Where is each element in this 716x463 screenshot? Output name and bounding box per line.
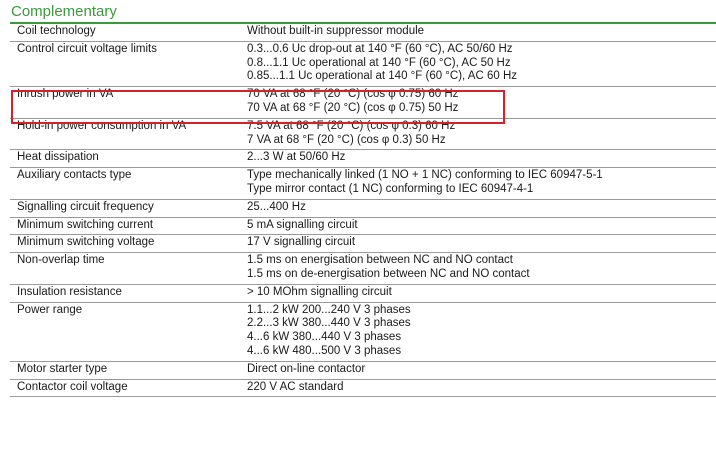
spec-value-line: 0.8...1.1 Uc operational at 140 °F (60 °C), AC 50 Hz [247,56,511,69]
spec-value [238,24,716,41]
spec-table [10,24,716,397]
spec-value [238,379,716,397]
spec-value [238,150,716,168]
spec-value-line: 70 VA at 68 °F (20 °C) (cos φ 0.75) 60 Hz [247,88,459,101]
spec-value-line: 1.5 ms on energisation between NC and NO contact [247,254,513,267]
spec-value [238,302,716,361]
spec-label: Minimum switching current [10,217,238,235]
spec-value-line: Type mechanically linked (1 NO + 1 NC) conforming to IEC 60947-5-1 [247,169,603,182]
spec-row [10,217,716,235]
spec-label: Contactor coil voltage [10,379,238,397]
spec-row [10,24,716,41]
spec-row [10,361,716,379]
spec-value [238,284,716,302]
spec-value-line: 4...6 kW 380...440 V 3 phases [247,331,402,344]
spec-value-line: 17 V signalling circuit [247,236,356,249]
spec-value-line: 220 V AC standard [247,380,344,393]
spec-row [10,253,716,285]
spec-label: Heat dissipation [10,150,238,168]
spec-value-line: 1.1...2 kW 200...240 V 3 phases [247,303,411,316]
spec-value-line: 70 VA at 68 °F (20 °C) (cos φ 0.75) 50 Hz [247,101,459,114]
spec-value [238,199,716,217]
spec-label: Signalling circuit frequency [10,199,238,217]
spec-value-line: 7 VA at 68 °F (20 °C) (cos φ 0.3) 50 Hz [247,133,446,146]
spec-label: Power range [10,302,238,361]
spec-value-line: 25...400 Hz [247,200,306,213]
spec-value [238,168,716,200]
spec-label: Control circuit voltage limits [10,41,238,86]
spec-value [238,253,716,285]
spec-row [10,379,716,397]
spec-value-line: 2...3 W at 50/60 Hz [247,151,346,164]
spec-row [10,235,716,253]
spec-label: Hold-in power consumption in VA [10,118,238,150]
spec-value-line: 7.5 VA at 68 °F (20 °C) (cos φ 0.3) 60 Hz [247,119,456,132]
spec-row [10,87,716,119]
spec-value-line: Direct on-line contactor [247,362,366,375]
section-title: Complementary [11,3,117,20]
spec-row [10,150,716,168]
spec-value [238,217,716,235]
spec-value [238,235,716,253]
spec-label: Motor starter type [10,361,238,379]
spec-row [10,302,716,361]
spec-label: Non-overlap time [10,253,238,285]
spec-row [10,41,716,86]
spec-value-line: Without built-in suppressor module [247,25,425,37]
spec-row [10,118,716,150]
spec-value-line: 0.85...1.1 Uc operational at 140 °F (60 °C), AC 60 Hz [247,70,518,83]
spec-label: Inrush power in VA [10,87,238,119]
spec-value-line: > 10 MOhm signalling circuit [247,285,392,298]
spec-label: Minimum switching voltage [10,235,238,253]
spec-value [238,87,716,119]
spec-value-line: 4...6 kW 480...500 V 3 phases [247,344,402,357]
spec-value-line: 5 mA signalling circuit [247,218,358,231]
spec-value [238,361,716,379]
spec-label: Auxiliary contacts type [10,168,238,200]
spec-label: Insulation resistance [10,284,238,302]
spec-value-line: 1.5 ms on de-energisation between NC and NO contact [247,267,530,280]
spec-row [10,199,716,217]
spec-value-line: 0.3...0.6 Uc drop-out at 140 °F (60 °C), AC 50/60 Hz [247,42,513,55]
spec-label: Coil technology [10,24,238,41]
spec-value [238,41,716,86]
spec-table-body [10,24,716,397]
spec-row [10,168,716,200]
spec-row [10,284,716,302]
spec-value [238,118,716,150]
spec-value-line: 2.2...3 kW 380...440 V 3 phases [247,317,411,330]
spec-value-line: Type mirror contact (1 NC) conforming to IEC 60947-4-1 [247,182,534,195]
